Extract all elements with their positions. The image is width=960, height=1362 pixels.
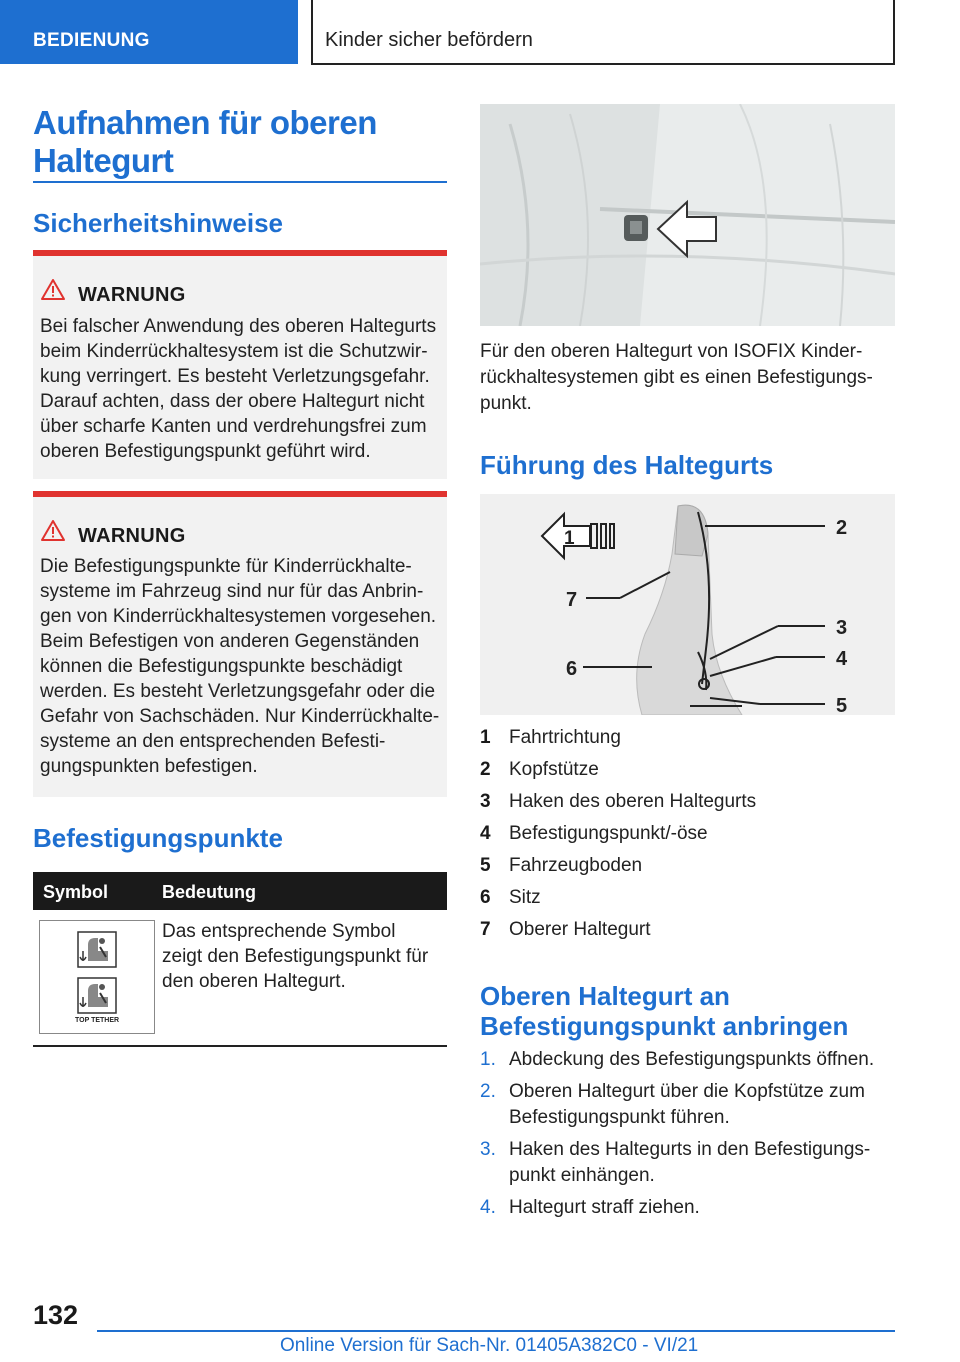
legend-number: 7 [480, 919, 491, 940]
top-tether-symbol-cell [39, 920, 155, 1034]
warning-line: Gefahr von Sachschäden. Nur Kinderrückhalte- [40, 706, 440, 727]
step-item [480, 1137, 895, 1189]
intro-line: rückhaltesystemen gibt es einen Befestigungs- [480, 367, 873, 388]
legend-item [480, 855, 895, 887]
meaning-line: den oberen Haltegurt. [162, 971, 346, 992]
legend-text: Fahrzeugboden [509, 855, 643, 876]
diagram-label-1: 1 [564, 528, 575, 549]
tether-routing-diagram [480, 494, 895, 715]
legend-item [480, 919, 895, 951]
step-number: 2. [480, 1081, 496, 1102]
footer-rule [97, 1330, 895, 1332]
legend-item [480, 791, 895, 823]
warning-triangle-icon [40, 278, 66, 301]
legend-item [480, 887, 895, 919]
warning-line: gen von Kinderrückhaltesystemen vorgesehen. [40, 606, 437, 627]
warning-line: können die Befestigungspunkte beschädigt [40, 656, 403, 677]
step-line: punkt einhängen. [509, 1165, 655, 1186]
title-underline [33, 181, 447, 183]
intro-line: punkt. [480, 393, 532, 414]
guide-heading: Führung des Haltegurts [480, 450, 774, 480]
warning-line: werden. Es besteht Verletzungsgefahr oder die [40, 681, 436, 702]
legend-number: 2 [480, 759, 491, 780]
warning-line: Die Befestigungspunkte für Kinderrückhalte- [40, 556, 412, 577]
step-line: Haken des Haltegurts in den Befestigungs- [509, 1139, 871, 1160]
legend-text: Kopfstütze [509, 759, 599, 780]
instruction-steps [480, 1047, 895, 1227]
attach-heading [480, 981, 848, 1041]
meaning-line: zeigt den Befestigungspunkt für [162, 946, 429, 967]
warning-label: WARNUNG [78, 284, 186, 306]
step-line: Abdeckung des Befestigungspunkts öffnen. [509, 1049, 875, 1070]
diagram-legend [480, 727, 895, 951]
diagram-label-4: 4 [836, 648, 848, 670]
warning-line: systeme im Fahrzeug sind nur für das Anbrin- [40, 581, 424, 602]
intro-paragraph [480, 339, 895, 417]
top-tether-caption: TOP TETHER [75, 1017, 120, 1024]
legend-text: Oberer Haltegurt [509, 919, 651, 940]
meaning-line: Das entsprechende Symbol [162, 921, 396, 942]
warning-box-1 [33, 250, 447, 479]
legend-number: 3 [480, 791, 491, 812]
page-title-line1: Aufnahmen für oberen [33, 104, 377, 141]
seat-diagram [480, 494, 895, 715]
page-title-line2: Haltegurt [33, 142, 174, 179]
diagram-label-3: 3 [836, 617, 848, 639]
column-header-symbol: Symbol [43, 882, 109, 902]
chapter-tab [311, 0, 895, 65]
seat-photo-illustration [480, 104, 895, 326]
section-tab [0, 0, 298, 64]
warning-line: beim Kinderrückhaltesystem ist die Schutzwir- [40, 341, 428, 362]
step-number: 3. [480, 1139, 496, 1160]
step-item [480, 1047, 895, 1073]
warning-triangle-icon [40, 519, 66, 542]
step-number: 1. [480, 1049, 496, 1070]
step-line: Befestigungspunkt führen. [509, 1107, 730, 1128]
page-title [33, 104, 377, 180]
legend-text: Fahrtrichtung [509, 727, 621, 748]
warning-line: Beim Befestigen von anderen Gegenständen [40, 631, 420, 652]
step-item [480, 1195, 895, 1221]
legend-text: Sitz [509, 887, 541, 908]
table-header [33, 872, 447, 910]
column-header-meaning: Bedeutung [162, 882, 256, 902]
step-item [480, 1079, 895, 1131]
legend-item [480, 759, 895, 791]
warning-line: oberen Befestigungspunkt geführt wird. [40, 441, 371, 462]
warning-label: WARNUNG [78, 525, 186, 547]
warning-line: über scharfe Kanten und verdrehungsfrei zum [40, 416, 427, 437]
warning-text [40, 314, 441, 464]
page-number: 132 [33, 1300, 79, 1330]
step-line: Haltegurt straff ziehen. [509, 1197, 700, 1218]
diagram-label-5: 5 [836, 695, 848, 715]
chapter-label: Kinder sicher befördern [325, 29, 533, 51]
legend-text: Haken des oberen Haltegurts [509, 791, 757, 812]
symbol-meaning [162, 919, 442, 994]
legend-text: Befestigungspunkt/-öse [509, 823, 708, 844]
warning-line: gungspunkten befestigen. [40, 756, 258, 777]
footer-text: Online Version für Sach-Nr. 01405A382C0 - VI/21 [280, 1335, 699, 1356]
table-bottom-rule [33, 1045, 447, 1047]
step-number: 4. [480, 1197, 496, 1218]
anchor-location-photo [480, 104, 895, 326]
attach-heading-line2: Befestigungspunkt anbringen [480, 1011, 849, 1041]
warning-text [40, 554, 441, 779]
step-line: Oberen Haltegurt über die Kopfstütze zum [509, 1081, 865, 1102]
legend-item [480, 823, 895, 855]
diagram-label-2: 2 [836, 517, 848, 539]
warning-box-2 [33, 491, 447, 797]
diagram-label-7: 7 [566, 589, 578, 611]
legend-item [480, 727, 895, 759]
points-heading: Befestigungspunkte [33, 823, 283, 853]
legend-number: 1 [480, 727, 491, 748]
section-label: BEDIENUNG [33, 30, 150, 51]
intro-line: Für den oberen Haltegurt von ISOFIX Kinder- [480, 341, 863, 362]
safety-heading: Sicherheitshinweise [33, 208, 283, 238]
warning-line: systeme an den entsprechenden Befesti- [40, 731, 386, 752]
warning-line: kung verringert. Es besteht Verletzungsgefahr. [40, 366, 430, 387]
diagram-label-6: 6 [566, 658, 578, 680]
warning-line: Bei falscher Anwendung des oberen Haltegurts [40, 316, 437, 337]
legend-number: 6 [480, 887, 491, 908]
legend-number: 4 [480, 823, 491, 844]
legend-number: 5 [480, 855, 491, 876]
warning-line: Darauf achten, dass der obere Haltegurt nicht [40, 391, 425, 412]
attach-heading-line1: Oberen Haltegurt an [480, 981, 730, 1011]
